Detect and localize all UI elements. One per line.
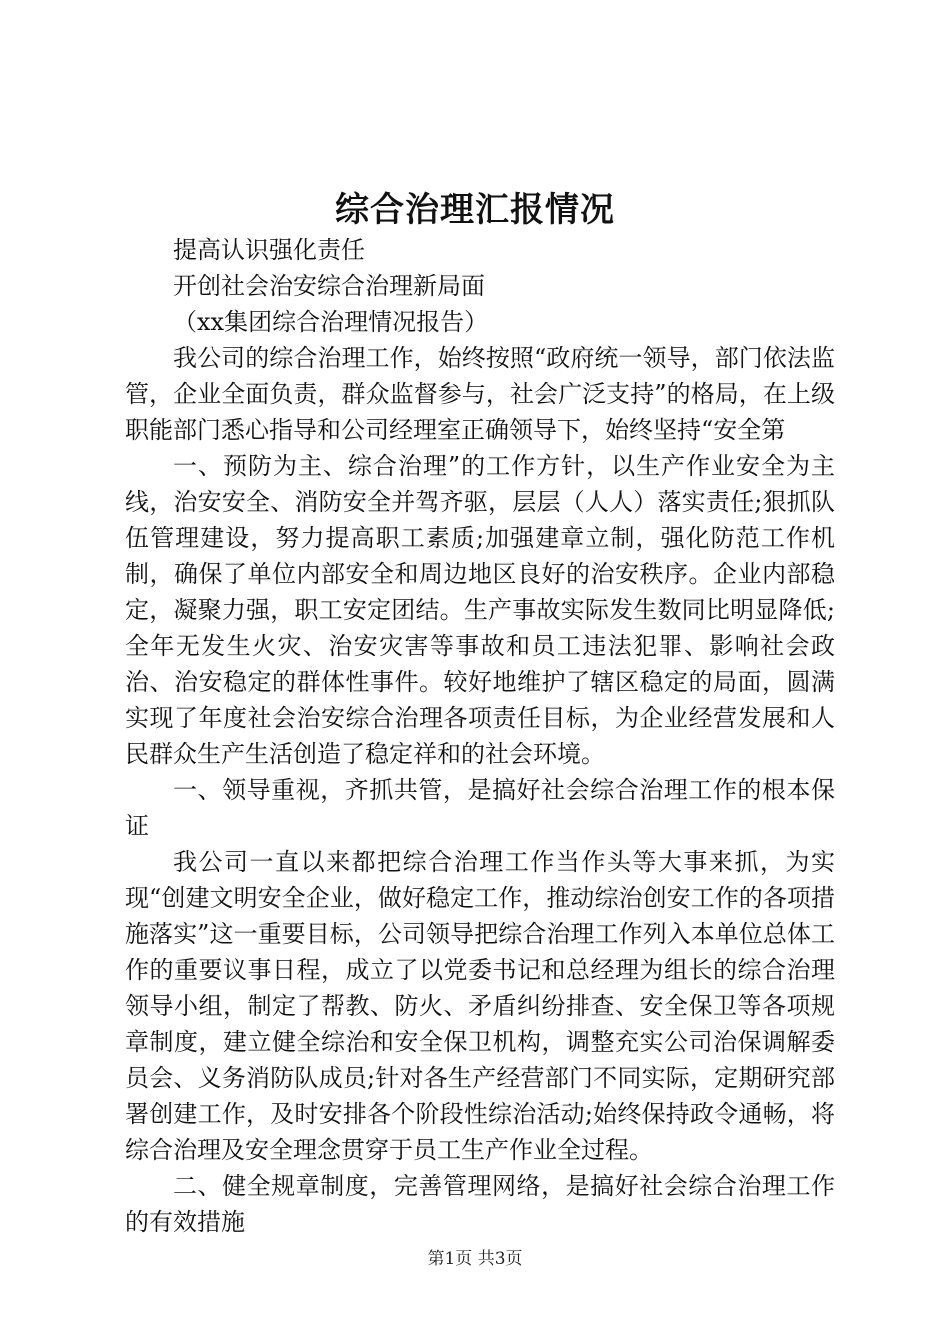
paragraph-2: 一、预防为主、综合治理”的工作方针，以生产作业安全为主线，治安安全、消防安全并驾齐驱，层层（人人）落实责任;狠抓队伍管理建设，努力提高职工素质;加强建章立制，强化防范工作机制，确保了单位内部安全和周边地区良好的治安秩序。企业内部稳定，凝聚力强，职工安定团结。生产事故实际发生数同比明显降低;全年无发生火灾、治安灾害等事故和员工违法犯罪、影响社会政治、治安稳定的群体性事件。较好地维护了辖区稳定的局面，圆满实现了年度社会治安综合治理各项责任目标，为企业经营发展和人民群众生产生活创造了稳定祥和的社会环境。: [125, 452, 835, 768]
document-title: 综合治理汇报情况: [335, 190, 615, 230]
page-footer: 第1页 共3页: [427, 1249, 523, 1269]
document-body: [125, 232, 835, 1240]
subtitle-line-1: 提高认识强化责任: [173, 236, 365, 264]
paragraph-1: 我公司的综合治理工作，始终按照“政府统一领导，部门依法监管，企业全面负责，群众监督参与，社会广泛支持”的格局，在上级职能部门悉心指导和公司经理室正确领导下，始终坚持“安全第: [125, 344, 835, 444]
subtitle-line-2: 开创社会治安综合治理新局面: [173, 272, 485, 300]
section-heading-1: 一、领导重视，齐抓共管，是搞好社会综合治理工作的根本保证: [125, 776, 835, 840]
paragraph-3: 我公司一直以来都把综合治理工作当作头等大事来抓，为实现“创建文明安全企业，做好稳定工作，推动综治创安工作的各项措施落实”这一重要目标，公司领导把综合治理工作列入本单位总体工作的重要议事日程，成立了以党委书记和总经理为组长的综合治理领导小组，制定了帮教、防火、矛盾纠纷排查、安全保卫等各项规章制度，建立健全综治和安全保卫机构，调整充实公司治保调解委员会、义务消防队成员;针对各生产经营部门不同实际，定期研究部署创建工作，及时安排各个阶段性综治活动;始终保持政令通畅，将综合治理及安全理念贯穿于员工生产作业全过程。: [125, 848, 835, 1164]
section-heading-2: 二、健全规章制度，完善管理网络，是搞好社会综合治理工作的有效措施: [125, 1172, 835, 1236]
subtitle-line-3: （xx集团综合治理情况报告）: [173, 308, 489, 336]
